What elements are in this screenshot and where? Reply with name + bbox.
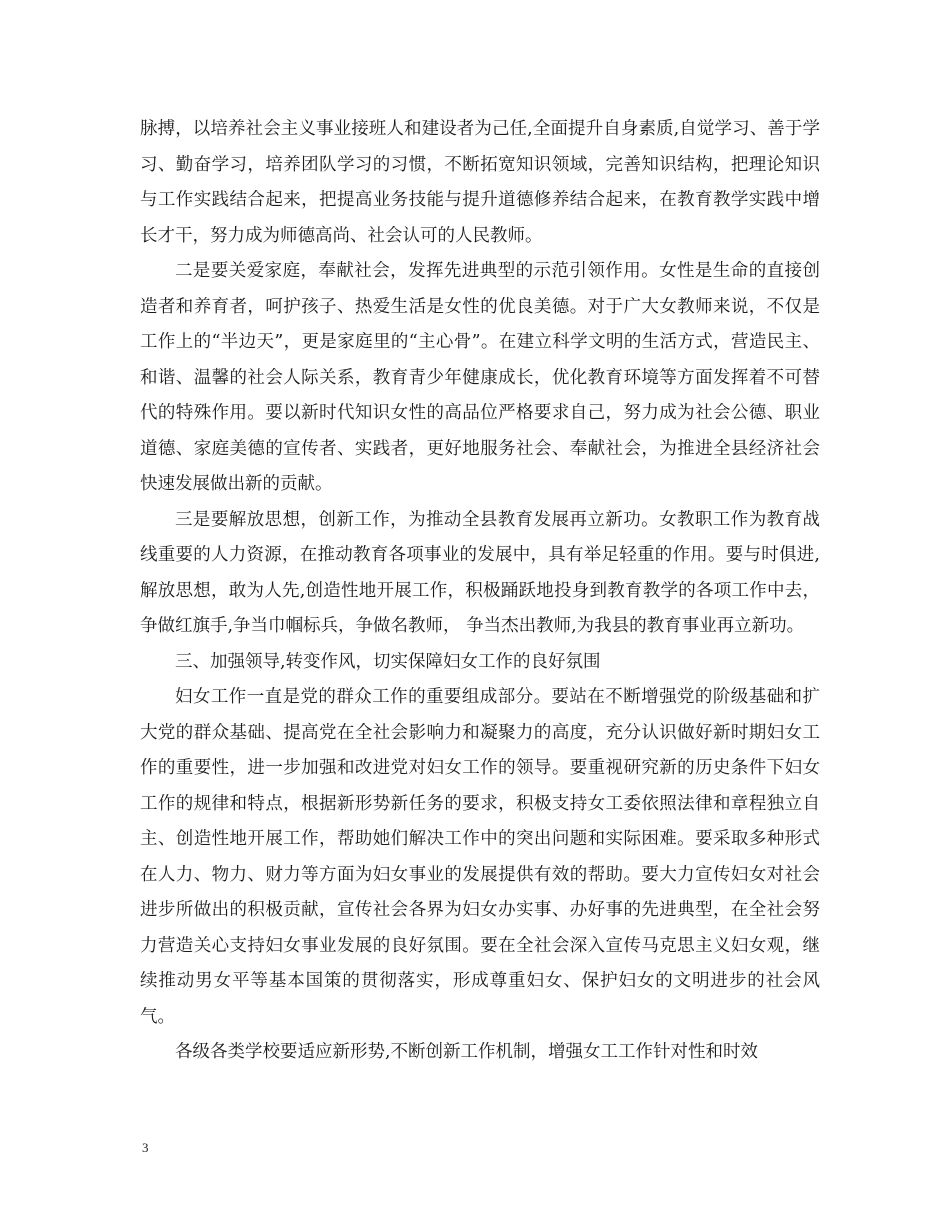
document-body (140, 112, 820, 1071)
paragraph-care-family: 二是要关爱家庭，奉献社会，发挥先进典型的示范引领作用。女性是生命的直接创造者和养育者，呵护孩子、热爱生活是女性的优良美德。对于广大女教师来说，不仅是工作上的“半边天”，更是家庭里的“主心骨”。在建立科学文明的生活方式，营造民主、和谐、温馨的社会人际关系，教育青少年健康成长，优化教育环境等方面发挥着不可替代的特殊作用。要以新时代知识女性的高品位严格要求自己，努力成为社会公德、职业道德、家庭美德的宣传者、实践者，更好地服务社会、奉献社会，为推进全县经济社会快速发展做出新的贡献。 (140, 261, 820, 494)
page-number: 3 (142, 1140, 149, 1155)
paragraph-schools: 各级各类学校要适应新形势,不断创新工作机制，增强女工工作针对性和时效 (175, 1042, 759, 1062)
paragraph-women-work: 妇女工作一直是党的群众工作的重要组成部分。要站在不断增强党的阶级基础和扩大党的群众基础、提高党在全社会影响力和凝聚力的高度，充分认识做好新时期妇女工作的重要性，进一步加强和改进党对妇女工作的领导。要重视研究新的历史条件下妇女工作的规律和特点，根据新形势新任务的要求，积极支持女工委依照法律和章程独立自主、创造性地开展工作，帮助她们解决工作中的突出问题和实际困难。要采取多种形式在人力、物力、财力等方面为妇女事业的发展提供有效的帮助。要大力宣传妇女对社会进步所做出的积极贡献，宣传社会各界为妇女办实事、办好事的先进典型，在全社会努力营造关心支持妇女事业发展的良好氛围。要在全社会深入宣传马克思主义妇女观，继续推动男女平等基本国策的贯彻落实，形成尊重妇女、保护妇女的文明进步的社会风气。 (140, 687, 820, 1027)
paragraph-continuation: 脉搏，以培养社会主义事业接班人和建设者为己任,全面提升自身素质,自觉学习、善于学习、勤奋学习，培养团队学习的习惯，不断拓宽知识领域，完善知识结构，把理论知识与工作实践结合起来，把提高业务技能与提升道德修养结合起来，在教育教学实践中增长才干，努力成为师德高尚、社会认可的人民教师。 (140, 119, 820, 246)
paragraph-emancipate-mind: 三是要解放思想，创新工作，为推动全县教育发展再立新功。女教职工作为教育战线重要的人力资源，在推动教育各项事业的发展中，具有举足轻重的作用。要与时俱进,解放思想，敢为人先,创造性地开展工作，积极踊跃地投身到教育教学的各项工作中去，争做红旗手,争当巾帼标兵，争做名教师， 争当杰出教师,为我县的教育事业再立新功。 (140, 509, 820, 636)
section-heading-leadership: 三、加强领导,转变作风，切实保障妇女工作的良好氛围 (175, 651, 601, 672)
